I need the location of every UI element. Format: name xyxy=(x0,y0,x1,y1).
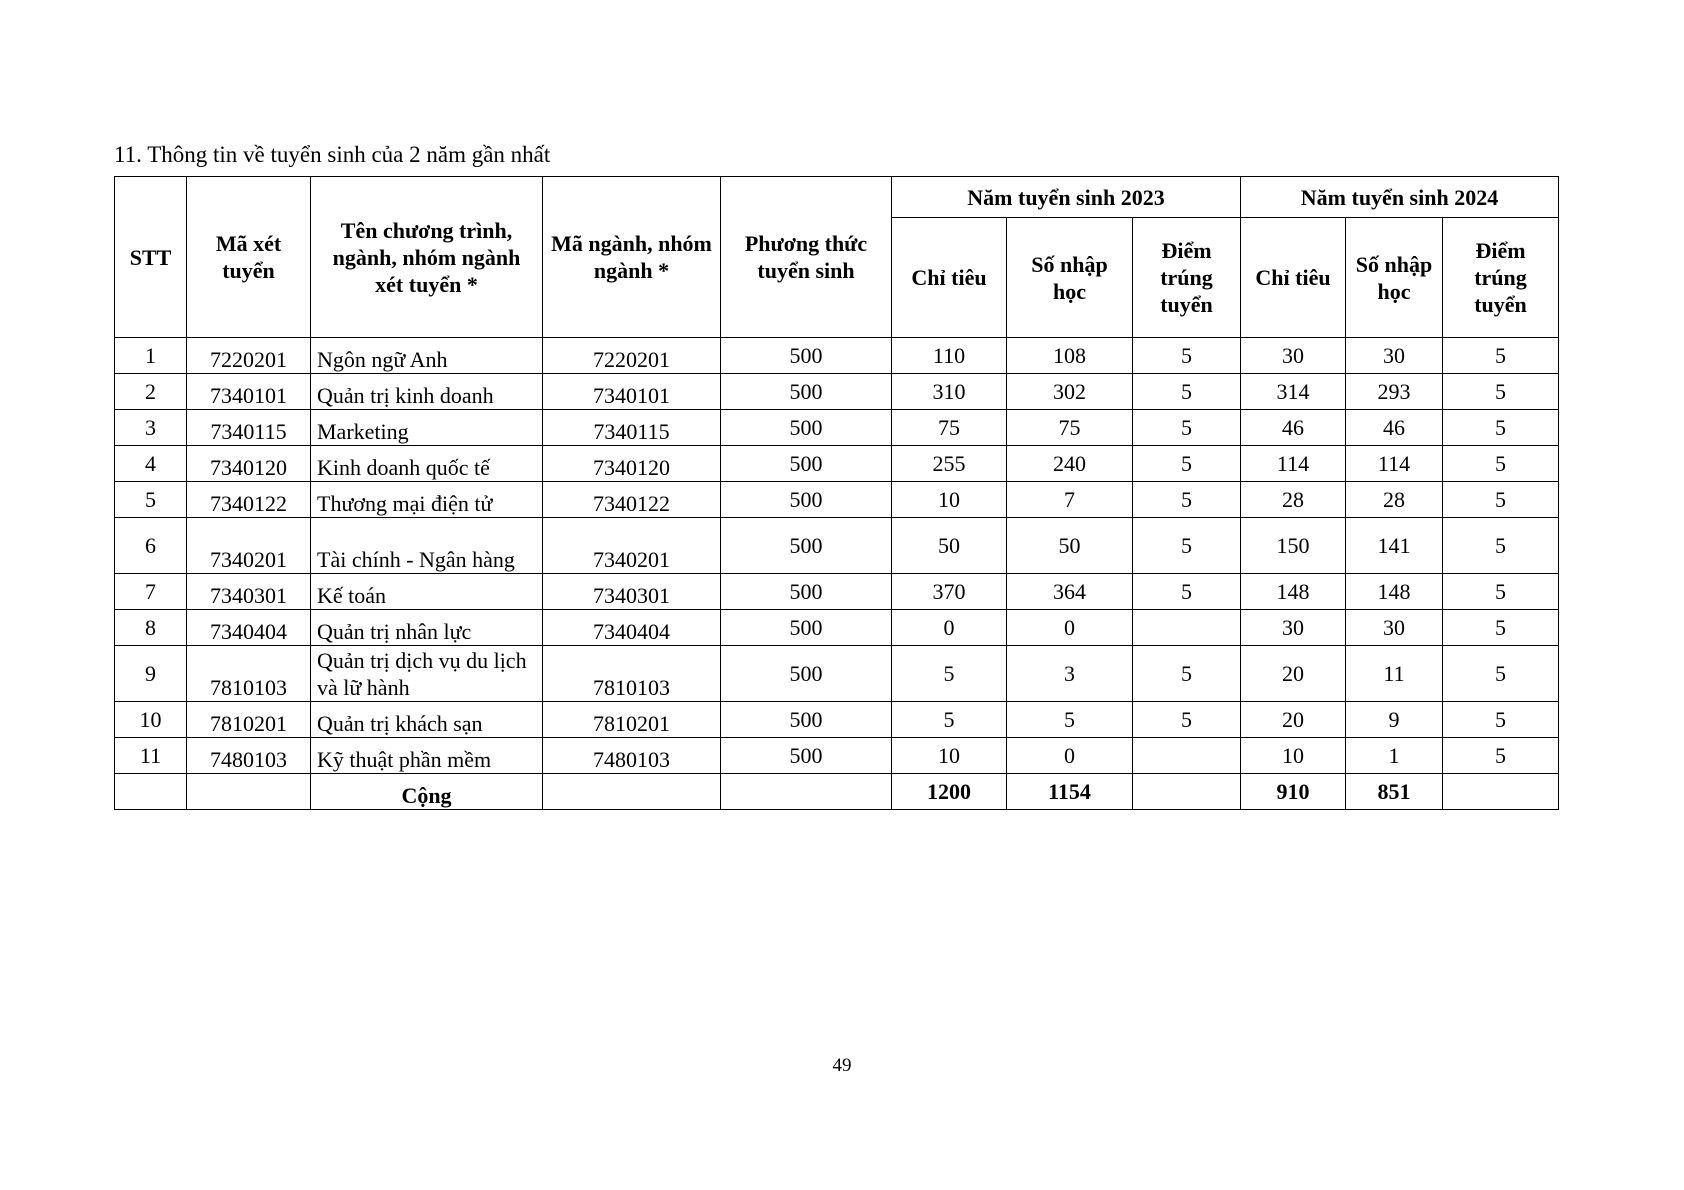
cell-phuong-thuc: 500 xyxy=(721,518,892,574)
cell-diem-trung-tuyen-2024: 5 xyxy=(1443,374,1559,410)
cell-ma-nganh: 7340122 xyxy=(543,482,721,518)
cell-diem-trung-tuyen-2024: 5 xyxy=(1443,738,1559,774)
cell-stt: 8 xyxy=(115,610,187,646)
cell-chi-tieu-2023: 110 xyxy=(892,338,1007,374)
header-ma-xet-tuyen: Mã xét tuyển xyxy=(187,177,311,338)
table-row xyxy=(115,702,1559,738)
cell-ma-xet-tuyen: 7340120 xyxy=(187,446,311,482)
cell-ten-chuong-trinh: Quản trị nhân lực xyxy=(311,610,543,646)
cell-ma-xet-tuyen: 7340301 xyxy=(187,574,311,610)
cell-stt: 7 xyxy=(115,574,187,610)
cell-so-nhap-hoc-2023: 5 xyxy=(1007,702,1133,738)
cell-stt: 1 xyxy=(115,338,187,374)
table-body xyxy=(115,338,1559,810)
table-row xyxy=(115,610,1559,646)
cell-so-nhap-hoc-2023: 0 xyxy=(1007,738,1133,774)
cell-ma-xet-tuyen: 7480103 xyxy=(187,738,311,774)
cell-so-nhap-hoc-2024: 293 xyxy=(1346,374,1443,410)
cell-diem-trung-tuyen-2023: 5 xyxy=(1133,410,1241,446)
total-phuong-thuc-cell xyxy=(721,774,892,810)
table-row xyxy=(115,518,1559,574)
cell-chi-tieu-2024: 46 xyxy=(1241,410,1346,446)
cell-phuong-thuc: 500 xyxy=(721,410,892,446)
cell-ten-chuong-trinh: Quản trị khách sạn xyxy=(311,702,543,738)
cell-so-nhap-hoc-2023: 302 xyxy=(1007,374,1133,410)
cell-so-nhap-hoc-2023: 108 xyxy=(1007,338,1133,374)
cell-chi-tieu-2024: 20 xyxy=(1241,646,1346,702)
cell-so-nhap-hoc-2023: 3 xyxy=(1007,646,1133,702)
cell-phuong-thuc: 500 xyxy=(721,610,892,646)
total-stt-cell xyxy=(115,774,187,810)
cell-diem-trung-tuyen-2024: 5 xyxy=(1443,702,1559,738)
header-chi-tieu-2023: Chỉ tiêu xyxy=(892,218,1007,338)
cell-so-nhap-hoc-2023: 75 xyxy=(1007,410,1133,446)
cell-so-nhap-hoc-2023: 7 xyxy=(1007,482,1133,518)
cell-chi-tieu-2024: 30 xyxy=(1241,338,1346,374)
cell-phuong-thuc: 500 xyxy=(721,338,892,374)
admissions-table xyxy=(114,176,1559,810)
cell-so-nhap-hoc-2023: 240 xyxy=(1007,446,1133,482)
cell-chi-tieu-2024: 10 xyxy=(1241,738,1346,774)
cell-stt: 9 xyxy=(115,646,187,702)
cell-diem-trung-tuyen-2023: 5 xyxy=(1133,574,1241,610)
cell-chi-tieu-2023: 310 xyxy=(892,374,1007,410)
header-so-nhap-hoc-2023: Số nhập học xyxy=(1007,218,1133,338)
cell-ma-xet-tuyen: 7340201 xyxy=(187,518,311,574)
cell-ma-nganh: 7340101 xyxy=(543,374,721,410)
cell-ten-chuong-trinh: Kế toán xyxy=(311,574,543,610)
cell-so-nhap-hoc-2024: 30 xyxy=(1346,338,1443,374)
cell-ma-nganh: 7340115 xyxy=(543,410,721,446)
total-label: Cộng xyxy=(311,774,543,810)
cell-ma-xet-tuyen: 7340115 xyxy=(187,410,311,446)
header-so-nhap-hoc-2024: Số nhập học xyxy=(1346,218,1443,338)
cell-stt: 4 xyxy=(115,446,187,482)
cell-chi-tieu-2024: 148 xyxy=(1241,574,1346,610)
cell-chi-tieu-2023: 10 xyxy=(892,738,1007,774)
cell-diem-trung-tuyen-2024: 5 xyxy=(1443,410,1559,446)
table-row xyxy=(115,446,1559,482)
cell-ma-nganh: 7810201 xyxy=(543,702,721,738)
cell-ten-chuong-trinh: Quản trị dịch vụ du lịch và lữ hành xyxy=(311,646,543,702)
table-row xyxy=(115,410,1559,446)
cell-ten-chuong-trinh: Kỹ thuật phần mềm xyxy=(311,738,543,774)
cell-chi-tieu-2024: 20 xyxy=(1241,702,1346,738)
cell-diem-trung-tuyen-2023: 5 xyxy=(1133,374,1241,410)
cell-so-nhap-hoc-2024: 30 xyxy=(1346,610,1443,646)
cell-chi-tieu-2023: 5 xyxy=(892,646,1007,702)
header-year-2024: Năm tuyển sinh 2024 xyxy=(1241,177,1559,218)
cell-chi-tieu-2024: 28 xyxy=(1241,482,1346,518)
cell-stt: 6 xyxy=(115,518,187,574)
cell-ma-xet-tuyen: 7220201 xyxy=(187,338,311,374)
cell-so-nhap-hoc-2024: 141 xyxy=(1346,518,1443,574)
cell-phuong-thuc: 500 xyxy=(721,702,892,738)
cell-chi-tieu-2024: 314 xyxy=(1241,374,1346,410)
total-ma-nganh-cell xyxy=(543,774,721,810)
table-row xyxy=(115,574,1559,610)
header-year-2023: Năm tuyển sinh 2023 xyxy=(892,177,1241,218)
cell-ten-chuong-trinh: Tài chính - Ngân hàng xyxy=(311,518,543,574)
cell-stt: 11 xyxy=(115,738,187,774)
cell-ma-nganh: 7220201 xyxy=(543,338,721,374)
cell-ten-chuong-trinh: Thương mại điện tử xyxy=(311,482,543,518)
cell-ma-xet-tuyen: 7810201 xyxy=(187,702,311,738)
cell-diem-trung-tuyen-2024: 5 xyxy=(1443,646,1559,702)
cell-phuong-thuc: 500 xyxy=(721,574,892,610)
table-row xyxy=(115,738,1559,774)
cell-stt: 5 xyxy=(115,482,187,518)
cell-diem-trung-tuyen-2024: 5 xyxy=(1443,482,1559,518)
cell-so-nhap-hoc-2024: 46 xyxy=(1346,410,1443,446)
total-chi-tieu-2024: 910 xyxy=(1241,774,1346,810)
cell-ma-xet-tuyen: 7810103 xyxy=(187,646,311,702)
cell-diem-trung-tuyen-2024: 5 xyxy=(1443,610,1559,646)
cell-so-nhap-hoc-2024: 28 xyxy=(1346,482,1443,518)
cell-ma-xet-tuyen: 7340404 xyxy=(187,610,311,646)
header-ma-nganh: Mã ngành, nhóm ngành * xyxy=(543,177,721,338)
cell-stt: 10 xyxy=(115,702,187,738)
cell-diem-trung-tuyen-2024: 5 xyxy=(1443,518,1559,574)
cell-so-nhap-hoc-2023: 50 xyxy=(1007,518,1133,574)
cell-diem-trung-tuyen-2023: 5 xyxy=(1133,646,1241,702)
total-diem-2023-cell xyxy=(1133,774,1241,810)
cell-phuong-thuc: 500 xyxy=(721,646,892,702)
cell-chi-tieu-2024: 30 xyxy=(1241,610,1346,646)
header-ten-chuong-trinh: Tên chương trình, ngành, nhóm ngành xét tuyển * xyxy=(311,177,543,338)
cell-stt: 3 xyxy=(115,410,187,446)
header-diem-trung-tuyen-2023: Điểm trúng tuyển xyxy=(1133,218,1241,338)
cell-chi-tieu-2023: 5 xyxy=(892,702,1007,738)
section-heading: 11. Thông tin về tuyển sinh của 2 năm gần nhất xyxy=(114,142,551,167)
table-row xyxy=(115,482,1559,518)
table-row xyxy=(115,374,1559,410)
cell-phuong-thuc: 500 xyxy=(721,738,892,774)
cell-chi-tieu-2024: 114 xyxy=(1241,446,1346,482)
cell-chi-tieu-2023: 75 xyxy=(892,410,1007,446)
cell-chi-tieu-2023: 370 xyxy=(892,574,1007,610)
cell-so-nhap-hoc-2024: 11 xyxy=(1346,646,1443,702)
cell-ten-chuong-trinh: Kinh doanh quốc tế xyxy=(311,446,543,482)
cell-ten-chuong-trinh: Marketing xyxy=(311,410,543,446)
cell-diem-trung-tuyen-2024: 5 xyxy=(1443,338,1559,374)
header-diem-trung-tuyen-2024: Điểm trúng tuyển xyxy=(1443,218,1559,338)
cell-ten-chuong-trinh: Ngôn ngữ Anh xyxy=(311,338,543,374)
header-phuong-thuc: Phương thức tuyển sinh xyxy=(721,177,892,338)
cell-ma-nganh: 7810103 xyxy=(543,646,721,702)
cell-diem-trung-tuyen-2024: 5 xyxy=(1443,574,1559,610)
cell-phuong-thuc: 500 xyxy=(721,482,892,518)
header-chi-tieu-2024: Chỉ tiêu xyxy=(1241,218,1346,338)
header-stt: STT xyxy=(115,177,187,338)
page-number: 49 xyxy=(832,1055,852,1076)
cell-so-nhap-hoc-2024: 148 xyxy=(1346,574,1443,610)
cell-diem-trung-tuyen-2023 xyxy=(1133,738,1241,774)
total-chi-tieu-2023: 1200 xyxy=(892,774,1007,810)
cell-so-nhap-hoc-2024: 1 xyxy=(1346,738,1443,774)
cell-phuong-thuc: 500 xyxy=(721,374,892,410)
cell-ma-xet-tuyen: 7340122 xyxy=(187,482,311,518)
cell-ten-chuong-trinh: Quản trị kinh doanh xyxy=(311,374,543,410)
cell-chi-tieu-2023: 255 xyxy=(892,446,1007,482)
cell-ma-nganh: 7480103 xyxy=(543,738,721,774)
total-so-nhap-hoc-2024: 851 xyxy=(1346,774,1443,810)
cell-diem-trung-tuyen-2024: 5 xyxy=(1443,446,1559,482)
cell-ma-nganh: 7340201 xyxy=(543,518,721,574)
cell-diem-trung-tuyen-2023: 5 xyxy=(1133,338,1241,374)
cell-phuong-thuc: 500 xyxy=(721,446,892,482)
cell-diem-trung-tuyen-2023: 5 xyxy=(1133,482,1241,518)
table-header xyxy=(115,177,1559,338)
cell-so-nhap-hoc-2023: 364 xyxy=(1007,574,1133,610)
cell-ma-nganh: 7340404 xyxy=(543,610,721,646)
cell-diem-trung-tuyen-2023 xyxy=(1133,610,1241,646)
cell-chi-tieu-2023: 0 xyxy=(892,610,1007,646)
cell-stt: 2 xyxy=(115,374,187,410)
cell-chi-tieu-2024: 150 xyxy=(1241,518,1346,574)
cell-diem-trung-tuyen-2023: 5 xyxy=(1133,446,1241,482)
cell-chi-tieu-2023: 10 xyxy=(892,482,1007,518)
cell-ma-nganh: 7340120 xyxy=(543,446,721,482)
total-so-nhap-hoc-2023: 1154 xyxy=(1007,774,1133,810)
total-diem-2024-cell xyxy=(1443,774,1559,810)
table-row xyxy=(115,646,1559,702)
cell-so-nhap-hoc-2024: 114 xyxy=(1346,446,1443,482)
cell-so-nhap-hoc-2024: 9 xyxy=(1346,702,1443,738)
cell-diem-trung-tuyen-2023: 5 xyxy=(1133,702,1241,738)
total-row xyxy=(115,774,1559,810)
table-row xyxy=(115,338,1559,374)
cell-chi-tieu-2023: 50 xyxy=(892,518,1007,574)
cell-ma-xet-tuyen: 7340101 xyxy=(187,374,311,410)
cell-so-nhap-hoc-2023: 0 xyxy=(1007,610,1133,646)
total-ma-xet-tuyen-cell xyxy=(187,774,311,810)
cell-ma-nganh: 7340301 xyxy=(543,574,721,610)
header-row-years xyxy=(115,177,1559,218)
cell-diem-trung-tuyen-2023: 5 xyxy=(1133,518,1241,574)
